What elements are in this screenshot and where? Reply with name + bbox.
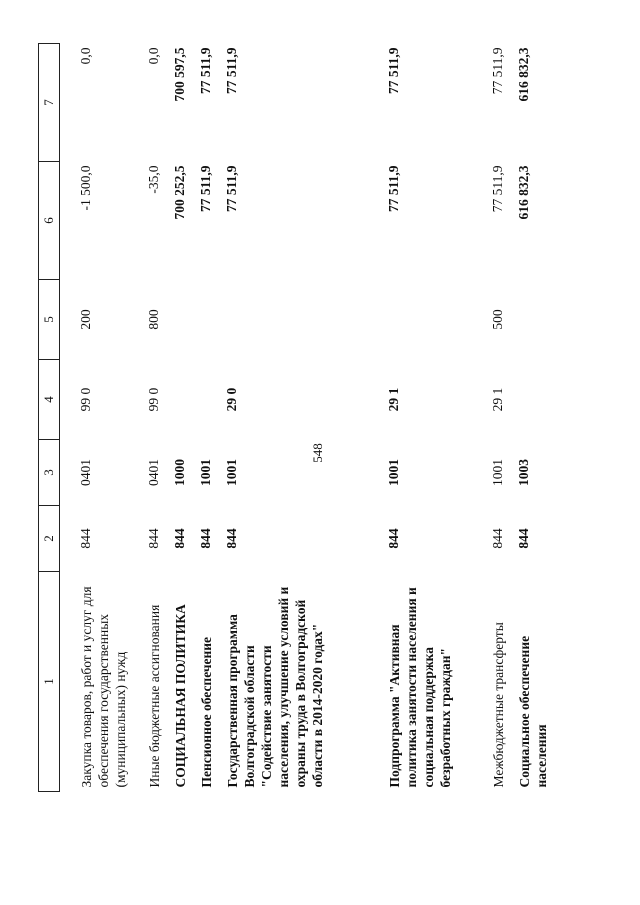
cell-amount-6: 77 511,9: [385, 165, 401, 213]
cell-amount-7: 77 511,9: [385, 47, 401, 95]
column-header: 3: [39, 440, 60, 506]
cell-amount-7: 77 511,9: [223, 47, 239, 95]
column-header: 2: [39, 506, 60, 572]
cell-target: 99 0: [78, 387, 93, 412]
cell-expense-type: 500: [489, 309, 505, 330]
row-name: Пенсионное обеспечение: [198, 636, 214, 788]
column-header: 7: [39, 44, 60, 162]
cell-expense-type: [386, 280, 490, 360]
cell-ministry: 844: [223, 528, 239, 549]
cell-ministry: 844: [197, 528, 213, 549]
row-name: Подпрограмма "Активная политика занятости населения и социальная поддержка безработных граждан": [386, 587, 453, 788]
cell-section: 1001: [489, 459, 505, 486]
cell-ministry: 844: [489, 528, 505, 549]
cell-expense-type: [224, 280, 386, 360]
cell-target: [198, 360, 224, 440]
row-name: Закупка товаров, работ и услуг для обеспечения государственных (муниципальных) нужд: [79, 586, 128, 788]
cell-target: [172, 360, 198, 440]
budget-table: [38, 43, 564, 792]
cell-target: [516, 360, 564, 440]
cell-target: 29 0: [223, 387, 239, 412]
row-name: Межбюджетные трансферты: [490, 622, 506, 788]
column-header: 5: [39, 280, 60, 360]
cell-amount-6: 77 511,9: [197, 165, 213, 213]
cell-amount-6: 700 252,5: [171, 165, 187, 220]
column-header: 4: [39, 360, 60, 440]
table-row: [198, 44, 224, 792]
cell-section: 1001: [223, 459, 239, 486]
cell-target: 29 1: [385, 387, 401, 412]
cell-expense-type: 800: [145, 309, 161, 330]
row-name: Государственная программа Волгоградской области "Содействие занятости населения, улучшение условий и охраны труда в Волгоградской области в 2014-2020 годах": [224, 586, 325, 788]
cell-ministry: 844: [78, 528, 93, 549]
cell-expense-type: [172, 280, 198, 360]
cell-ministry: 844: [385, 528, 401, 549]
cell-amount-6: 616 832,3: [515, 165, 531, 220]
row-name: СОЦИАЛЬНАЯ ПОЛИТИКА: [172, 604, 188, 788]
cell-amount-7: 77 511,9: [489, 47, 505, 95]
cell-amount-7: 0,0: [145, 47, 161, 65]
cell-expense-type: [198, 280, 224, 360]
page-number: 548: [310, 443, 325, 463]
cell-amount-7: 616 832,3: [515, 47, 531, 102]
cell-ministry: 844: [145, 528, 161, 549]
cell-target: 99 0: [145, 387, 161, 412]
table-row: [146, 44, 172, 792]
cell-ministry: 844: [515, 528, 531, 549]
cell-amount-7: 77 511,9: [197, 47, 213, 95]
row-name: Социальное обеспечение населения: [516, 635, 549, 788]
cell-amount-7: 0,0: [78, 47, 93, 65]
cell-section: 1000: [171, 459, 187, 486]
column-header: 1: [39, 572, 60, 792]
table-row: [224, 44, 386, 792]
cell-section: 1001: [385, 459, 401, 486]
cell-expense-type: 200: [78, 309, 93, 330]
cell-amount-7: 700 597,5: [171, 47, 187, 102]
cell-ministry: 844: [171, 528, 187, 549]
cell-amount-6: 77 511,9: [223, 165, 239, 213]
table-row: [516, 44, 564, 792]
cell-section: 0401: [78, 459, 93, 486]
column-header: 6: [39, 162, 60, 280]
table-row: [490, 44, 516, 792]
cell-amount-6: -35,0: [145, 165, 161, 194]
cell-section: 1003: [515, 459, 531, 486]
cell-amount-6: 77 511,9: [489, 165, 505, 213]
cell-expense-type: [516, 280, 564, 360]
header-row: [39, 44, 60, 792]
cell-amount-6: -1 500,0: [78, 165, 93, 211]
budget-table-sheet: [38, 44, 573, 792]
cell-target: 29 1: [489, 387, 505, 412]
cell-section: 1001: [197, 459, 213, 486]
table-row: [172, 44, 198, 792]
cell-section: 0401: [145, 459, 161, 486]
table-row: [386, 44, 490, 792]
table-row: [60, 44, 146, 792]
row-name: Иные бюджетные ассигнования: [146, 604, 162, 788]
